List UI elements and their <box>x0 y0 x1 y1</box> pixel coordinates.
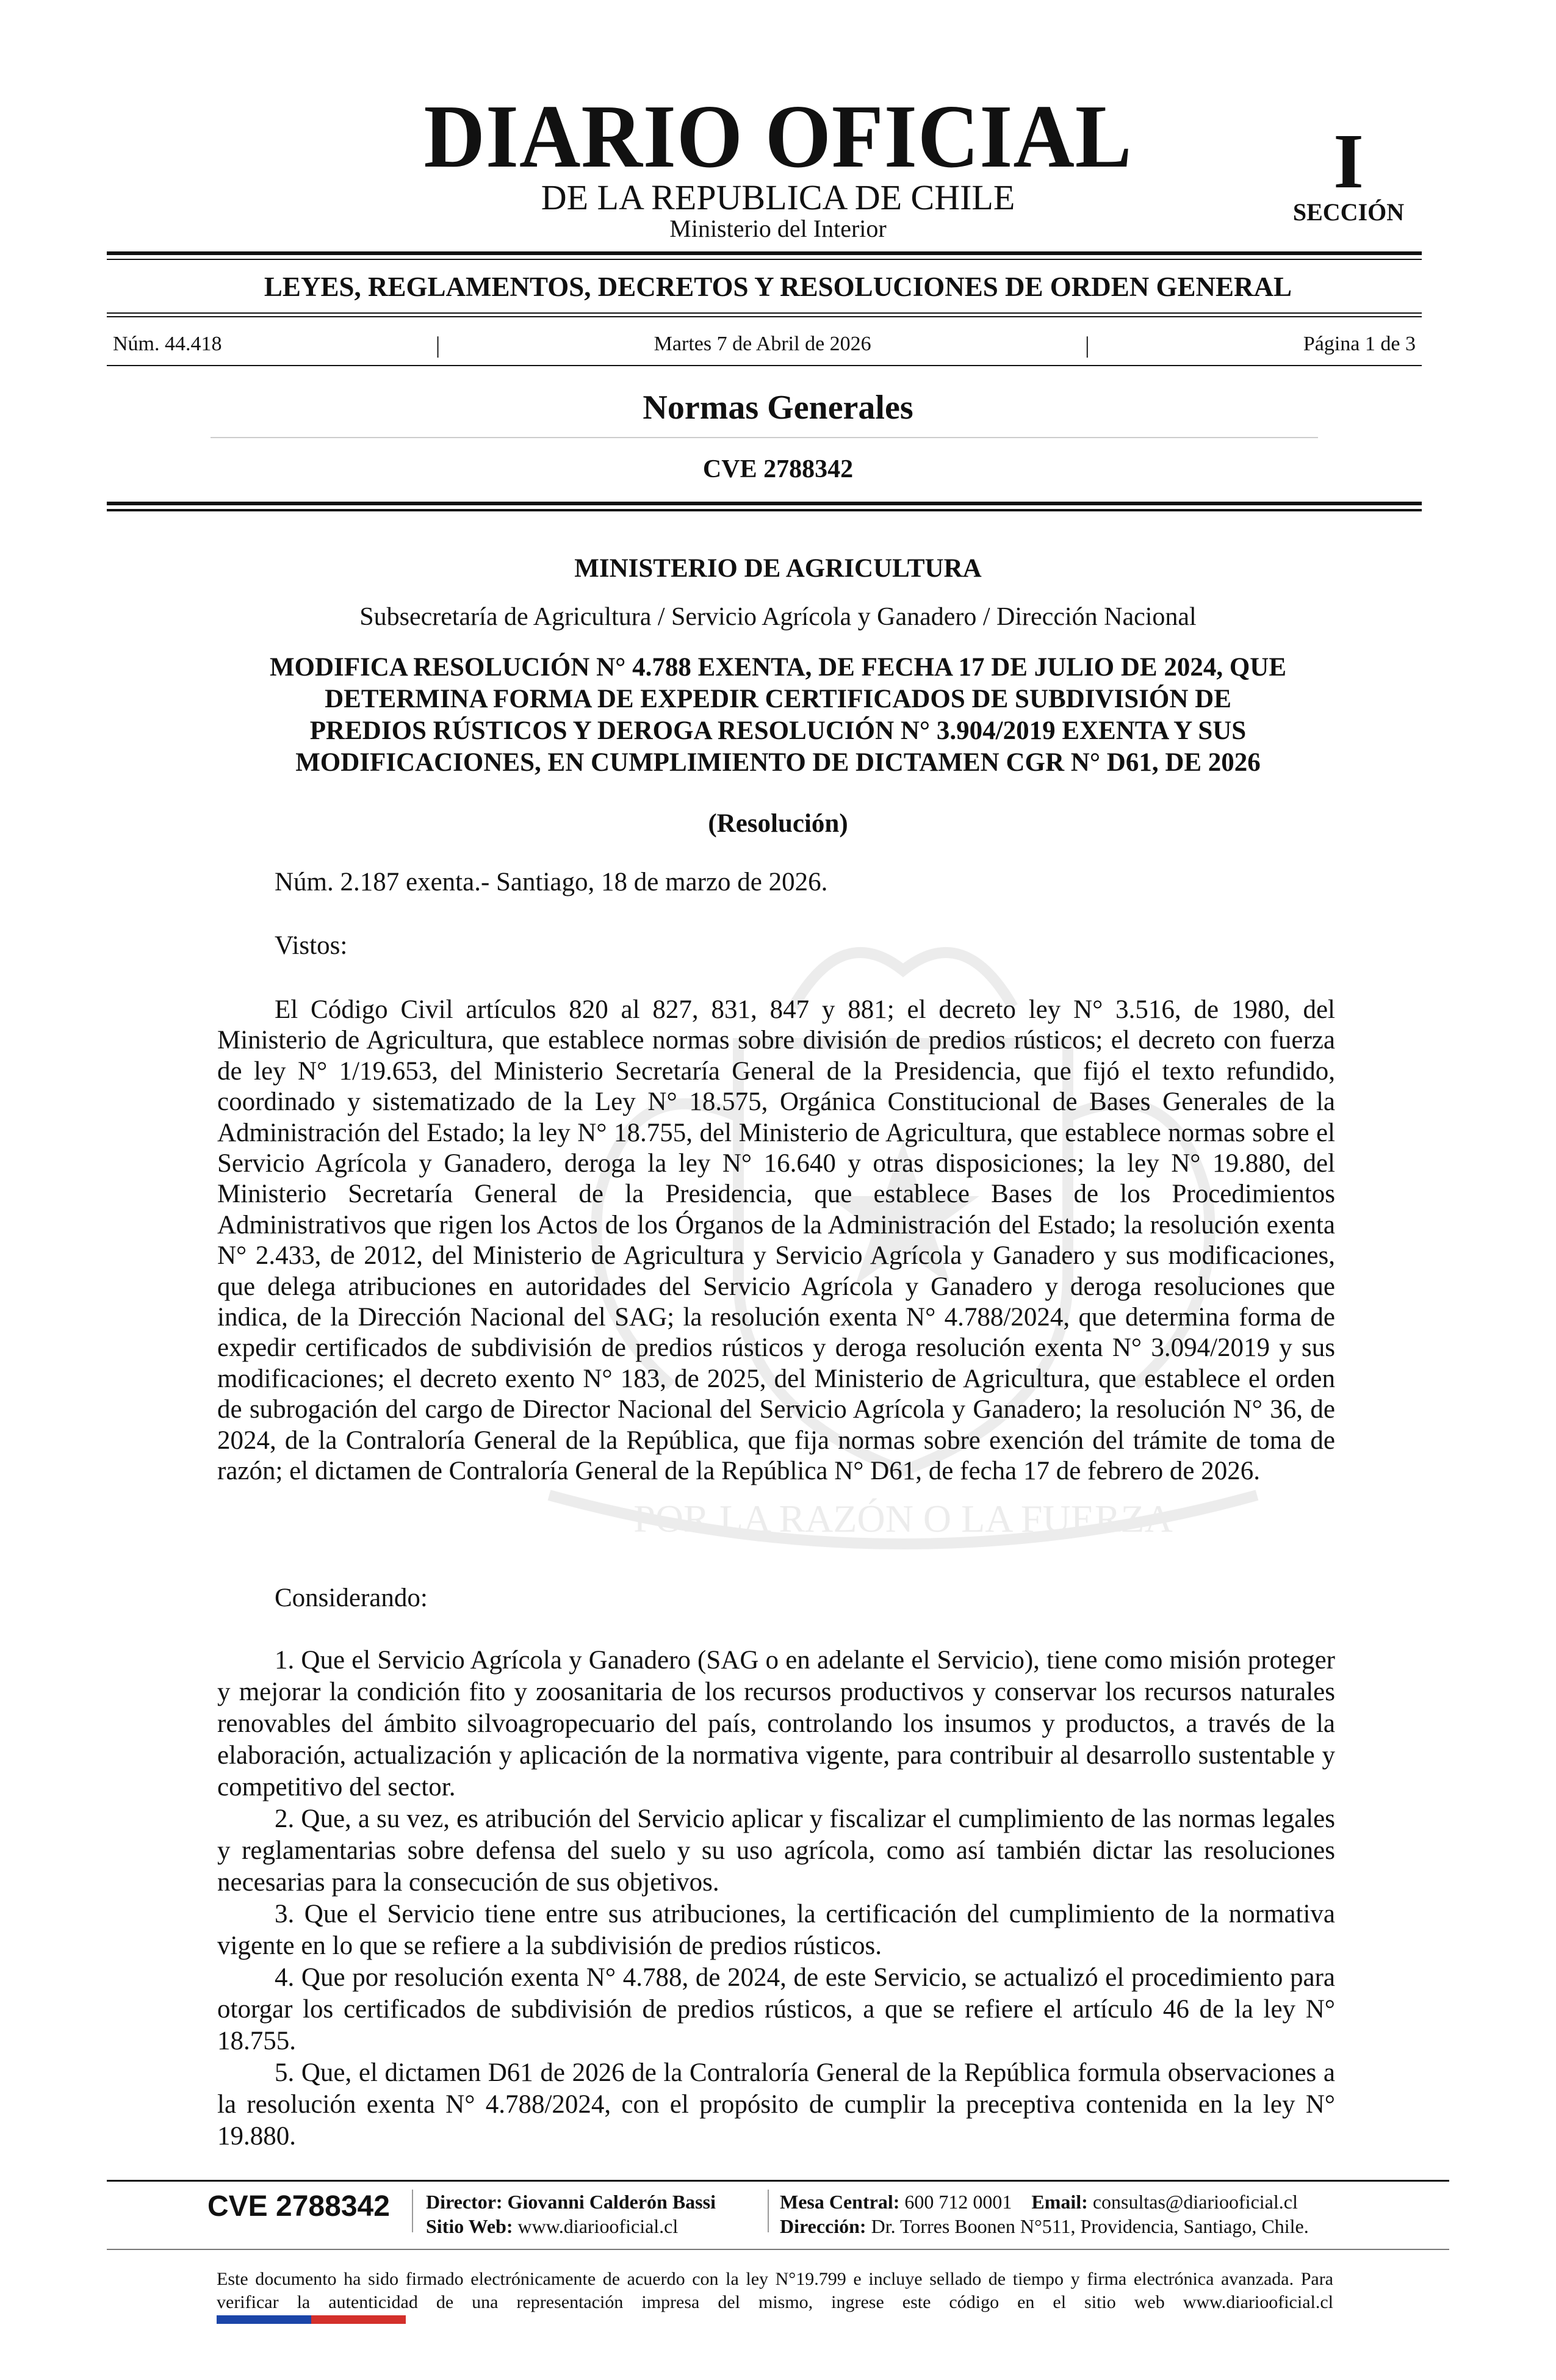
footer-director-block <box>426 2190 716 2238</box>
issue-number: Núm. 44.418 <box>113 333 222 355</box>
masthead-title: DIARIO OFICIAL <box>423 87 1133 187</box>
section-title: Normas Generales <box>643 389 913 427</box>
footer-rule <box>107 2180 1449 2182</box>
info-separator: | <box>1084 333 1090 358</box>
section-number: I <box>1333 118 1364 204</box>
resolution-title-line: DETERMINA FORMA DE EXPEDIR CERTIFICADOS DE SUBDIVISIÓN DE <box>325 685 1231 713</box>
category-heading: LEYES, REGLAMENTOS, DECRETOS Y RESOLUCIONES DE ORDEN GENERAL <box>264 272 1292 302</box>
section-rule-thin <box>107 509 1422 511</box>
issuing-ministry: MINISTERIO DE AGRICULTURA <box>574 554 982 583</box>
flag-stripe-blue <box>217 2315 311 2324</box>
footer-cve-code: CVE 2788342 <box>207 2190 390 2223</box>
subsecretaria: Subsecretaría de Agricultura / Servicio Agrícola y Ganadero / Dirección Nacional <box>359 603 1197 631</box>
email-link[interactable]: consultas@diariooficial.cl <box>1092 2191 1298 2213</box>
mesa-value: 600 712 0001 <box>904 2191 1012 2213</box>
category-rule-bottom <box>107 316 1422 317</box>
email-label: Email: <box>1031 2191 1088 2213</box>
resolution-number: Núm. 2.187 exenta.- Santiago, 18 de marzo de 2026. <box>275 868 828 896</box>
info-separator: | <box>435 333 441 358</box>
document-type: (Resolución) <box>708 809 848 838</box>
footer-divider <box>412 2190 413 2232</box>
footer-rule-thin <box>107 2249 1449 2250</box>
address-value: Dr. Torres Boonen N°511, Providencia, Santiago, Chile. <box>871 2215 1309 2237</box>
considerando-item: 3. Que el Servicio tiene entre sus atribuciones, la certificación del cumplimiento de la normativa vigente en lo que se refiere a la subdivisión de predios rústicos. <box>217 1900 1335 1960</box>
resolution-title-line: PREDIOS RÚSTICOS Y DEROGA RESOLUCIÓN N° 3.904/2019 EXENTA Y SUS <box>309 716 1247 745</box>
page-indicator: Página 1 de 3 <box>1303 333 1416 355</box>
vistos-paragraph: El Código Civil artículos 820 al 827, 831, 847 y 881; el decreto ley N° 3.516, de 1980, del Ministerio de Agricultura, que establece normas sobre división de predios rústicos; el decreto con fuerza de ley N° 1/19.653, del Ministerio Secretaría General de la Presidencia, que fijó el texto refundido, coordinado y sistematizado de la Ley N° 18.575, Orgánica Constitucional de Bases Generales de la Administración del Estado; la ley N° 18.755, del Ministerio de Agricultura, que establece normas sobre el Servicio Agrícola y Ganadero, deroga la ley N° 16.640 y otras disposiciones; la ley N° 19.880, del Ministerio Secretaría General de la Presidencia, que establece Bases de los Procedimientos Administrativos que rigen los Actos de los Órganos de la Administración del Estado; la resolución exenta N° 2.433, de 2012, del Ministerio de Agricultura y Servicio Agrícola y Ganadero y sus modificaciones, que delega atribuciones en autoridades del Servicio Agrícola y Ganadero y deroga resoluciones que indica, de la Dirección Nacional del SAG; la resolución exenta N° 4.788/2024, que determina forma de expedir certificados de subdivisión de predios rústicos y deroga resolución exenta N° 3.094/2019 y sus modificaciones; el decreto exento N° 183, de 2025, del Ministerio de Agricultura, que establece el orden de subrogación del cargo de Director Nacional del Servicio Agrícola y Ganadero; la resolución N° 36, de 2024, de la Contraloría General de la República, que fija normas sobre exención del trámite de toma de razón; el dictamen de Contraloría General de la República N° D61, de fecha 17 de febrero de 2026. <box>217 995 1335 1486</box>
info-rule <box>107 365 1422 366</box>
vistos-label: Vistos: <box>275 931 348 960</box>
considerando-label: Considerando: <box>275 1584 428 1612</box>
cve-code: CVE 2788342 <box>702 455 854 483</box>
watermark-motto: POR LA RAZÓN O LA FUERZA <box>633 1497 1173 1540</box>
footer-divider <box>768 2190 769 2232</box>
mesa-label: Mesa Central: <box>780 2191 900 2213</box>
masthead-rule-thin <box>107 259 1422 260</box>
masthead-subtitle: DE LA REPUBLICA DE CHILE <box>541 178 1015 217</box>
resolution-title <box>201 652 1355 779</box>
masthead-rule-thick <box>107 251 1422 255</box>
masthead-ministry: Ministerio del Interior <box>669 215 887 242</box>
legal-notice: Este documento ha sido firmado electrónicamente de acuerdo con la ley N°19.799 e incluye sellado de tiempo y firma electrónica avanzada. Para verificar la autenticidad de una representación impresa del mismo, ingrese este código en el sitio web www.diariooficial.cl <box>217 2269 1333 2312</box>
address-label: Dirección: <box>780 2215 866 2237</box>
website-label: Sitio Web: <box>426 2215 513 2237</box>
issue-date: Martes 7 de Abril de 2026 <box>654 333 871 355</box>
resolution-title-line: MODIFICA RESOLUCIÓN N° 4.788 EXENTA, DE FECHA 17 DE JULIO DE 2024, QUE <box>269 653 1287 682</box>
section-title-divider <box>211 437 1318 438</box>
issue-info-bar <box>113 334 1416 357</box>
considerando-item: 4. Que por resolución exenta N° 4.788, de 2024, de este Servicio, se actualizó el procedimiento para otorgar los certificados de subdivisión de predios rústicos, a que se refiere el artículo 46 de la ley N° 18.755. <box>217 1963 1335 2055</box>
resolution-title-line: MODIFICACIONES, EN CUMPLIMIENTO DE DICTAMEN CGR N° D61, DE 2026 <box>295 748 1261 777</box>
considerando-item: 1. Que el Servicio Agrícola y Ganadero (SAG o en adelante el Servicio), tiene como misión proteger y mejorar la condición fito y zoosanitaria de los recursos productivos y conservar los recursos naturales renovables del ámbito silvoagropecuario del país, controlando los insumos y productos, a través de la elaboración, actualización y aplicación de la normativa vigente, para contribuir al desarrollo sustentable y competitivo del sector. <box>217 1646 1335 1801</box>
director-name: Giovanni Calderón Bassi <box>507 2191 716 2213</box>
category-rule-top <box>107 312 1422 314</box>
considerando-item: 5. Que, el dictamen D61 de 2026 de la Contraloría General de la República formula observaciones a la resolución exenta N° 4.788/2024, con el propósito de cumplir la preceptiva contenida en la ley N° 19.880. <box>217 2058 1335 2151</box>
flag-stripe-red <box>311 2315 406 2324</box>
footer-contact-block <box>780 2190 1309 2238</box>
considerando-item: 2. Que, a su vez, es atribución del Servicio aplicar y fiscalizar el cumplimiento de las normas legales y reglamentarias sobre defensa del suelo y su uso agrícola, como así también dictar las resoluciones necesarias para la consecución de sus objetivos. <box>217 1805 1335 1897</box>
website-link[interactable]: www.diariooficial.cl <box>517 2215 679 2237</box>
section-rule-thick <box>107 502 1422 505</box>
director-label: Director: <box>426 2191 503 2213</box>
section-label: SECCIÓN <box>1292 198 1405 226</box>
